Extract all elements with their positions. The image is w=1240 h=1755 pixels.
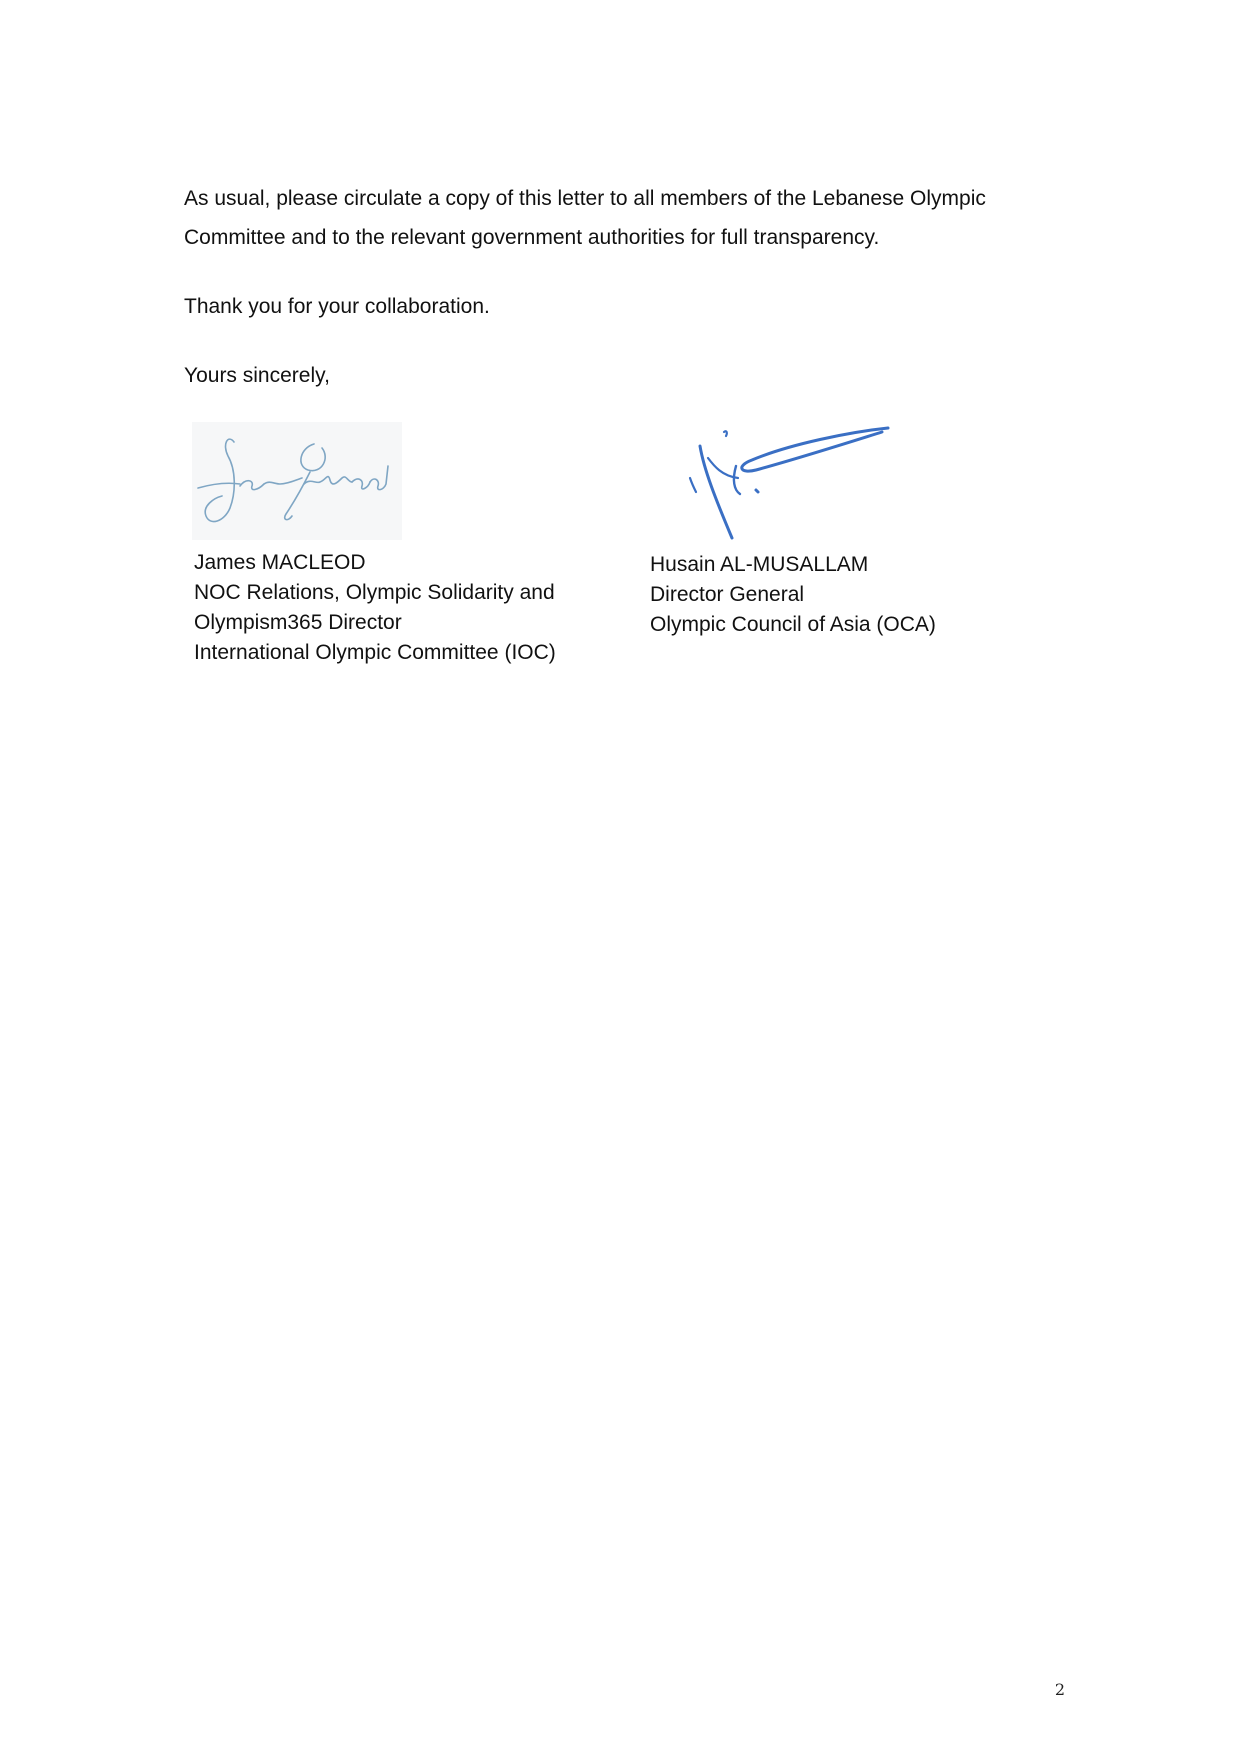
body-paragraph-circulate: As usual, please circulate a copy of this letter to all members of the Lebanese Olympic Committee and to the relevant government authorities for full transparency. (184, 187, 986, 249)
letter-closing: Yours sincerely, (184, 364, 330, 387)
signatory-block-oca (650, 550, 936, 640)
signatory-title-continued: Olympism365 Director (194, 611, 402, 634)
signatory-organization: Olympic Council of Asia (OCA) (650, 613, 936, 636)
body-paragraph-thanks: Thank you for your collaboration. (184, 295, 490, 318)
page-number: 2 (1054, 1680, 1066, 1699)
signatory-organization: International Olympic Committee (IOC) (194, 641, 556, 664)
signature-husain-al-musallam (670, 420, 900, 545)
signatory-name: Husain AL-MUSALLAM (650, 553, 869, 576)
signature-james-macleod (192, 422, 402, 540)
signatory-block-ioc (194, 548, 556, 668)
signatory-title: NOC Relations, Olympic Solidarity and (194, 581, 555, 604)
signatory-name: James MACLEOD (194, 551, 366, 574)
signatory-title: Director General (650, 583, 805, 606)
